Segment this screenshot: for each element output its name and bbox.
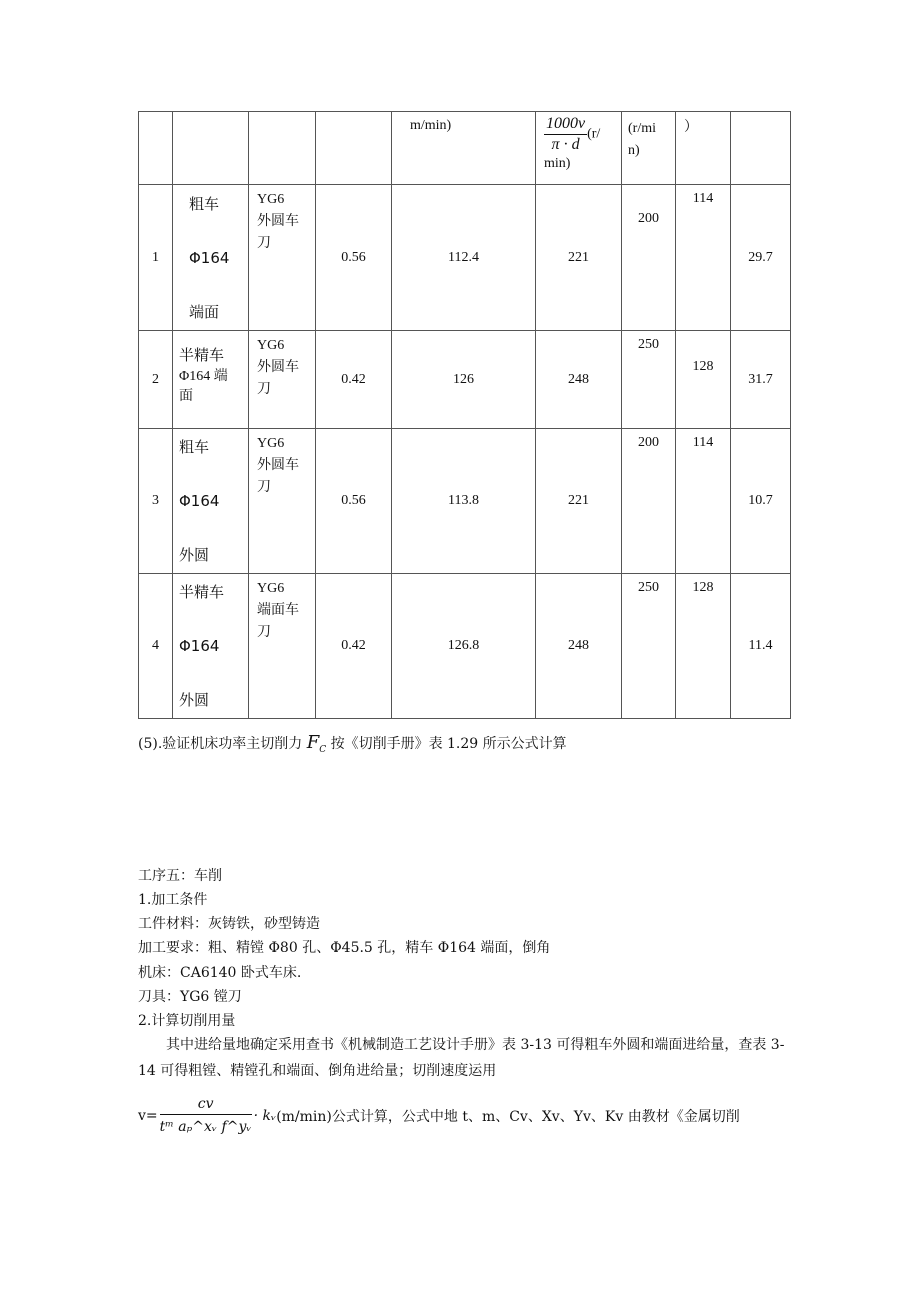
body-paragraph: 其中进给量地确定采用查书《机械制造工艺设计手册》表 3-13 可得粗车外圆和端面进给量，查表 3-14 可得粗镗、精镗孔和端面、倒角进给量；切削速度运用 xyxy=(138,1037,785,1079)
speed-cell: 126 xyxy=(392,331,536,429)
table-row xyxy=(139,331,791,429)
rpm-cell: 250 xyxy=(622,574,676,719)
rpm-cell: 200 xyxy=(622,429,676,574)
rpm2-cell: 128 xyxy=(676,331,731,429)
calc-rpm-cell: 248 xyxy=(536,331,622,429)
section-line: 刀具：YG6 镗刀 xyxy=(138,989,242,1005)
calc-rpm-cell: 221 xyxy=(536,185,622,331)
table-row xyxy=(139,574,791,719)
feed-cell: 0.56 xyxy=(316,185,392,331)
feed-cell: 0.56 xyxy=(316,429,392,574)
tool-cell: YG6 外圆车 刀 xyxy=(249,185,316,331)
time-cell: 10.7 xyxy=(731,429,791,574)
feed-cell: 0.42 xyxy=(316,574,392,719)
note-power-check: (5).验证机床功率主切削力 $F_C$ 按《切削手册》表 1.29 所示公式计算 xyxy=(138,732,567,755)
header-spindle-formula: $\frac{1000v}{\pi \cdot d}$ (r/ min) xyxy=(536,112,622,185)
section-title: 工序五：车削 xyxy=(138,868,222,884)
operation-cell: 粗车 Φ164 外圆 xyxy=(173,429,249,574)
speed-formula-line: v= $\frac{cv}{\text{tᵐ aₚ\textasciicircum{}xᵥ f\textasciicircum{}yᵥ}}$ · kᵥ (m/min)公式计算，公式中地 t、m、Cv、Xv、Yv、Kv 由教材《金属切削 xyxy=(138,1096,740,1135)
row-number: 1 xyxy=(139,185,173,331)
speed-cell: 112.4 xyxy=(392,185,536,331)
header-rpm: (r/mi n) xyxy=(622,112,676,185)
header-speed-unit: m/min) xyxy=(392,112,536,185)
section-line: 1.加工条件 xyxy=(138,892,208,908)
calc-rpm-cell: 221 xyxy=(536,429,622,574)
time-cell: 31.7 xyxy=(731,331,791,429)
rpm2-cell: 128 xyxy=(676,574,731,719)
section-line: 机床：CA6140 卧式车床. xyxy=(138,965,302,981)
table-row xyxy=(139,185,791,331)
feed-cell: 0.42 xyxy=(316,331,392,429)
operation-cell: 粗车 Φ164 端面 xyxy=(173,185,249,331)
operation-cell: 半精车 Φ164 外圆 xyxy=(173,574,249,719)
table-row xyxy=(139,429,791,574)
speed-cell: 113.8 xyxy=(392,429,536,574)
speed-cell: 126.8 xyxy=(392,574,536,719)
time-cell: 11.4 xyxy=(731,574,791,719)
section-line: 加工要求：粗、精镗 Φ80 孔、Φ45.5 孔，精车 Φ164 端面，倒角 xyxy=(138,940,551,956)
tool-cell: YG6 外圆车 刀 xyxy=(249,429,316,574)
table-header-row xyxy=(139,112,791,185)
rpm-cell: 250 xyxy=(622,331,676,429)
row-number: 3 xyxy=(139,429,173,574)
speed-formula: $\frac{cv}{\text{tᵐ aₚ\textasciicircum{}xᵥ f\textasciicircum{}yᵥ}}$ xyxy=(159,1096,252,1135)
rpm-cell: 200 xyxy=(622,185,676,331)
operation-cell: 半精车 Φ164 端 面 xyxy=(173,331,249,429)
cutting-parameters-table xyxy=(138,111,791,719)
header-paren: ） xyxy=(676,112,731,185)
row-number: 2 xyxy=(139,331,173,429)
tool-cell: YG6 外圆车 刀 xyxy=(249,331,316,429)
time-cell: 29.7 xyxy=(731,185,791,331)
section-line: 工件材料：灰铸铁，砂型铸造 xyxy=(138,916,320,932)
rpm2-cell: 114 xyxy=(676,185,731,331)
tool-cell: YG6 端面车 刀 xyxy=(249,574,316,719)
row-number: 4 xyxy=(139,574,173,719)
section-line: 2.计算切削用量 xyxy=(138,1013,236,1029)
rpm2-cell: 114 xyxy=(676,429,731,574)
calc-rpm-cell: 248 xyxy=(536,574,622,719)
